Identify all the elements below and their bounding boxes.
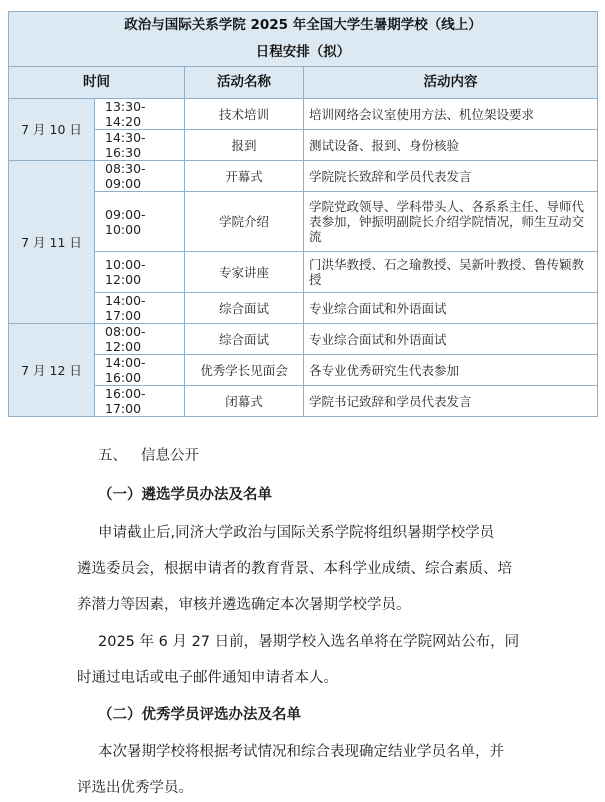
subsection-title-excellent-students: （二）优秀学员评选办法及名单 bbox=[98, 707, 301, 723]
activity-content-cell: 各专业优秀研究生代表参加 bbox=[304, 355, 598, 386]
schedule-table bbox=[8, 11, 598, 417]
activity-name-cell: 优秀学长见面会 bbox=[185, 355, 304, 386]
table-header-row bbox=[9, 67, 598, 99]
table-row bbox=[9, 324, 598, 355]
time-cell: 14:00-16:00 bbox=[95, 355, 185, 386]
table-row bbox=[9, 161, 598, 192]
activity-name-cell: 闭幕式 bbox=[185, 386, 304, 417]
table-subtitle-row bbox=[9, 39, 598, 67]
activity-name-cell: 学院介绍 bbox=[185, 192, 304, 252]
subsection-title-selection: （一）遴选学员办法及名单 bbox=[98, 487, 272, 503]
activity-name-cell: 开幕式 bbox=[185, 161, 304, 192]
paragraph-line: 评选出优秀学员。 bbox=[77, 780, 193, 796]
date-cell: 7 月 12 日 bbox=[9, 324, 95, 417]
table-row bbox=[9, 130, 598, 161]
column-header-activity-content: 活动内容 bbox=[304, 67, 598, 99]
paragraph-line: 申请截止后,同济大学政治与国际关系学院将组织暑期学校学员 bbox=[98, 525, 495, 541]
time-cell: 16:00-17:00 bbox=[95, 386, 185, 417]
time-cell: 08:00-12:00 bbox=[95, 324, 185, 355]
table-row bbox=[9, 252, 598, 293]
column-header-time: 时间 bbox=[9, 67, 185, 99]
table-subtitle: 日程安排（拟） bbox=[9, 39, 598, 67]
paragraph-line: 遴选委员会，根据申请者的教育背景、本科学业成绩、综合素质、培 bbox=[77, 561, 512, 577]
activity-content-cell: 学院党政领导、学科带头人、各系系主任、导师代表参加，钟振明副院长介绍学院情况，师生互动交流 bbox=[304, 192, 598, 252]
paragraph-line: 养潜力等因素，审核并遴选确定本次暑期学校学员。 bbox=[77, 597, 411, 613]
section-heading bbox=[98, 444, 199, 465]
table-title: 政治与国际关系学院 2025 年全国大学生暑期学校（线上） bbox=[9, 12, 598, 40]
table-row bbox=[9, 192, 598, 252]
section-number: 五、 bbox=[98, 448, 127, 464]
activity-content-cell: 专业综合面试和外语面试 bbox=[304, 324, 598, 355]
time-cell: 10:00-12:00 bbox=[95, 252, 185, 293]
activity-name-cell: 综合面试 bbox=[185, 293, 304, 324]
activity-name-cell: 技术培训 bbox=[185, 99, 304, 130]
activity-content-cell: 学院书记致辞和学员代表发言 bbox=[304, 386, 598, 417]
date-cell: 7 月 11 日 bbox=[9, 161, 95, 324]
activity-name-cell: 报到 bbox=[185, 130, 304, 161]
table-title-row bbox=[9, 12, 598, 40]
time-cell: 13:30-14:20 bbox=[95, 99, 185, 130]
table-row bbox=[9, 355, 598, 386]
table-row bbox=[9, 99, 598, 130]
activity-name-cell: 综合面试 bbox=[185, 324, 304, 355]
paragraph-line: 本次暑期学校将根据考试情况和综合表现确定结业学员名单，并 bbox=[98, 744, 504, 760]
time-cell: 09:00-10:00 bbox=[95, 192, 185, 252]
activity-content-cell: 测试设备、报到、身份核验 bbox=[304, 130, 598, 161]
activity-content-cell: 培训网络会议室使用方法、机位架设要求 bbox=[304, 99, 598, 130]
time-cell: 14:00-17:00 bbox=[95, 293, 185, 324]
table-row bbox=[9, 293, 598, 324]
activity-content-cell: 专业综合面试和外语面试 bbox=[304, 293, 598, 324]
time-cell: 08:30-09:00 bbox=[95, 161, 185, 192]
time-cell: 14:30-16:30 bbox=[95, 130, 185, 161]
activity-content-cell: 门洪华教授、石之瑜教授、吴新叶教授、鲁传颖教授 bbox=[304, 252, 598, 293]
section-title: 信息公开 bbox=[141, 448, 199, 464]
paragraph-line: 时通过电话或电子邮件通知申请者本人。 bbox=[77, 670, 338, 686]
column-header-activity-name: 活动名称 bbox=[185, 67, 304, 99]
activity-content-cell: 学院院长致辞和学员代表发言 bbox=[304, 161, 598, 192]
activity-name-cell: 专家讲座 bbox=[185, 252, 304, 293]
paragraph-line: 2025 年 6 月 27 日前，暑期学校入选名单将在学院网站公布，同 bbox=[98, 634, 520, 650]
table-row bbox=[9, 386, 598, 417]
date-cell: 7 月 10 日 bbox=[9, 99, 95, 161]
